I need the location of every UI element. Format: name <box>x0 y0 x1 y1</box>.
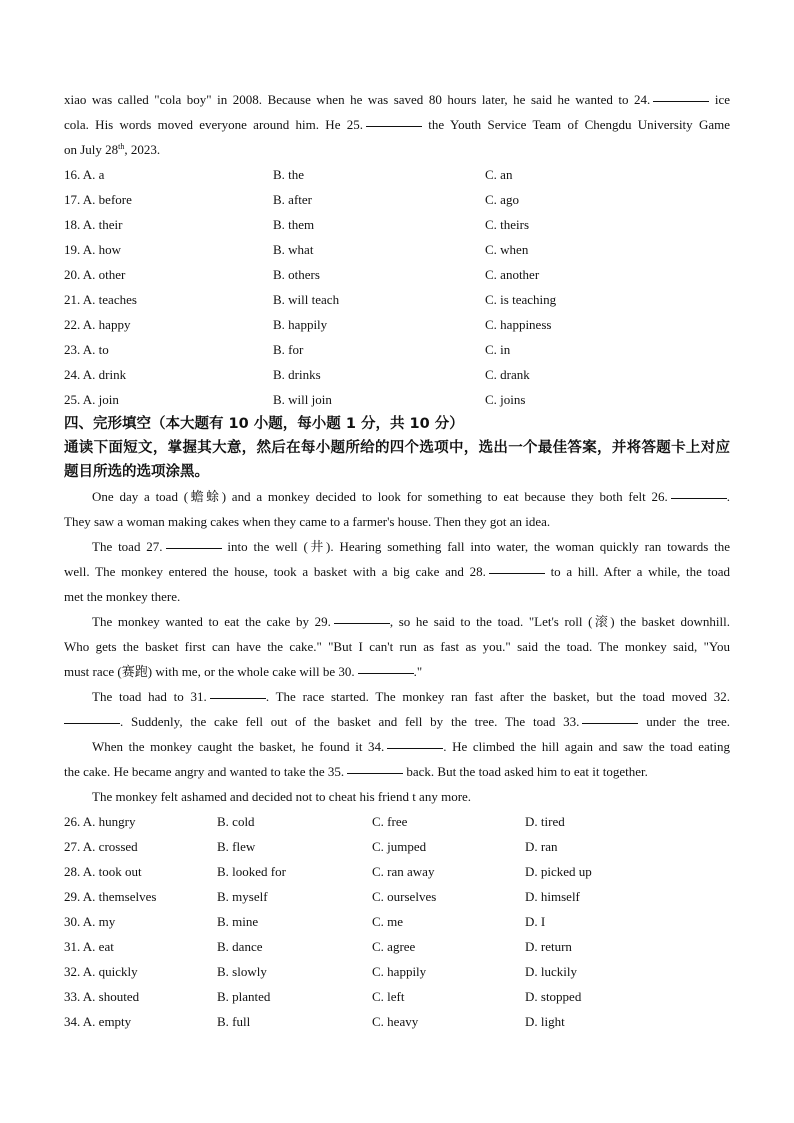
story-line <box>64 784 730 809</box>
answer-blank <box>671 497 727 499</box>
option-a: 22. A. happy <box>64 317 131 332</box>
option-b: B. what <box>273 242 314 257</box>
answer-blank <box>387 747 443 749</box>
option-c: C. joins <box>485 392 526 407</box>
story-text: . Suddenly, the cake fell out of the basket and fell by the tree. The toad 33. <box>120 714 580 729</box>
option-d: D. light <box>525 1014 565 1029</box>
ordinal-suffix: th <box>118 142 125 151</box>
option-b: B. happily <box>273 317 328 332</box>
exam-page <box>64 87 730 1034</box>
option-row <box>64 984 730 1009</box>
section-heading: 四、完形填空（本大题有 10 小题，每小题 1 分，共 10 分） <box>64 416 464 432</box>
passage-text: xiao was called "cola boy" in 2008. Because when he was saved 80 hours later, he said he wanted to 24. <box>64 92 651 107</box>
answer-blank <box>347 772 403 774</box>
option-a: 18. A. their <box>64 217 123 232</box>
option-b: B. mine <box>217 914 259 929</box>
option-a: 23. A. to <box>64 342 109 357</box>
option-c: C. ago <box>485 192 519 207</box>
option-b: B. full <box>217 1014 251 1029</box>
option-c: C. theirs <box>485 217 530 232</box>
story-line <box>64 709 730 734</box>
option-c: C. agree <box>372 939 416 954</box>
answer-blank <box>366 125 422 127</box>
option-a: 28. A. took out <box>64 864 142 879</box>
story-text: met the monkey there. <box>64 589 181 604</box>
story-line <box>64 609 730 634</box>
option-b: B. them <box>273 217 315 232</box>
answer-blank <box>64 722 120 724</box>
story-text: under the tree. <box>646 714 730 729</box>
option-a: 26. A. hungry <box>64 814 136 829</box>
option-c: C. in <box>485 342 511 357</box>
option-a: 30. A. my <box>64 914 116 929</box>
section-instruction: 通读下面短文，掌握其大意，然后在每小题所给的四个选项中，选出一个最佳答案，并将答题卡上对应题目所选的选项涂黑。 <box>64 440 730 480</box>
option-row <box>64 262 730 287</box>
options-16-25 <box>64 162 730 412</box>
option-b: B. after <box>273 192 312 207</box>
option-c: C. happily <box>372 964 427 979</box>
option-b: B. will join <box>273 392 332 407</box>
story-text: The monkey wanted to eat the cake by 29. <box>92 614 331 629</box>
option-c: C. drank <box>485 367 530 382</box>
story-text: Who gets the basket first can have the cake." "But I can't run as fast as you." said the toad. The monkey said, "You <box>64 639 730 654</box>
option-d: D. I <box>525 914 546 929</box>
option-row <box>64 337 730 362</box>
option-d: D. himself <box>525 889 580 904</box>
option-a: 17. A. before <box>64 192 132 207</box>
story-text: . He climbed the hill again and saw the toad eating <box>443 739 730 754</box>
story-text: ." <box>413 664 423 679</box>
option-row <box>64 909 730 934</box>
option-a: 16. A. a <box>64 167 105 182</box>
story-line <box>64 634 730 659</box>
answer-blank <box>210 697 266 699</box>
option-row <box>64 212 730 237</box>
story-line <box>64 534 730 559</box>
story-line <box>64 684 730 709</box>
story-text: They saw a woman making cakes when they came to a farmer's house. Then they got an idea. <box>64 514 551 529</box>
story-text: back. But the toad asked him to eat it together. <box>406 764 648 779</box>
option-a: 32. A. quickly <box>64 964 138 979</box>
option-b: B. for <box>273 342 304 357</box>
option-c: C. free <box>372 814 408 829</box>
option-b: B. looked for <box>217 864 286 879</box>
option-b: B. others <box>273 267 320 282</box>
story-line <box>64 584 730 609</box>
option-a: 19. A. how <box>64 242 122 257</box>
option-row <box>64 287 730 312</box>
answer-blank <box>358 672 414 674</box>
story-line <box>64 509 730 534</box>
option-row <box>64 162 730 187</box>
option-row <box>64 834 730 859</box>
option-a: 29. A. themselves <box>64 889 157 904</box>
option-row <box>64 859 730 884</box>
option-row <box>64 362 730 387</box>
option-c: C. an <box>485 167 513 182</box>
story-text: One day a toad (蟾蜍) and a monkey decided to look for something to eat because they both felt 26. <box>92 489 668 504</box>
answer-blank <box>489 572 545 574</box>
option-d: D. ran <box>525 839 558 854</box>
option-d: D. luckily <box>525 964 577 979</box>
story-text: The toad 27. <box>92 539 163 554</box>
option-b: B. drinks <box>273 367 321 382</box>
passage-line <box>64 112 730 137</box>
passage-text: , 2023. <box>124 142 161 157</box>
passage-line <box>64 87 730 112</box>
option-d: D. return <box>525 939 572 954</box>
passage-text: cola. His words moved everyone around him. He 25. <box>64 117 363 132</box>
option-b: B. the <box>273 167 305 182</box>
option-c: C. when <box>485 242 529 257</box>
passage-text: the Youth Service Team of Chengdu University Game <box>428 117 730 132</box>
story-text: must race (赛跑) with me, or the whole cake will be 30. <box>64 664 355 679</box>
option-a: 31. A. eat <box>64 939 114 954</box>
story-text: . <box>726 489 730 504</box>
options-26-34 <box>64 809 730 1034</box>
option-row <box>64 237 730 262</box>
option-a: 34. A. empty <box>64 1014 132 1029</box>
option-d: D. tired <box>525 814 565 829</box>
option-b: B. flew <box>217 839 256 854</box>
story-text: into the well (井). Hearing something fall into water, the woman quickly ran towards the <box>227 539 730 554</box>
option-row <box>64 187 730 212</box>
answer-blank <box>653 100 709 102</box>
story-text: When the monkey caught the basket, he found it 34. <box>92 739 385 754</box>
story-text: The monkey felt ashamed and decided not to cheat his friend t any more. <box>92 789 472 804</box>
option-a: 27. A. crossed <box>64 839 138 854</box>
option-a: 24. A. drink <box>64 367 127 382</box>
option-row <box>64 312 730 337</box>
option-d: D. stopped <box>525 989 582 1004</box>
option-c: C. left <box>372 989 405 1004</box>
option-c: C. me <box>372 914 404 929</box>
option-c: C. is teaching <box>485 292 557 307</box>
passage-text: ice <box>714 92 730 107</box>
story-line <box>64 759 730 784</box>
option-b: B. myself <box>217 889 268 904</box>
option-a: 33. A. shouted <box>64 989 140 1004</box>
option-a: 21. A. teaches <box>64 292 137 307</box>
passage-line <box>64 137 730 162</box>
option-c: C. happiness <box>485 317 552 332</box>
story-line <box>64 659 730 684</box>
passage-text: on July 28 <box>64 142 119 157</box>
story-line <box>64 734 730 759</box>
option-row <box>64 959 730 984</box>
option-a: 25. A. join <box>64 392 119 407</box>
option-d: D. picked up <box>525 864 592 879</box>
answer-blank <box>166 547 222 549</box>
story-text: to a hill. After a while, the toad <box>550 564 730 579</box>
story-text: The toad had to 31. <box>92 689 207 704</box>
option-row <box>64 1009 730 1034</box>
option-c: C. jumped <box>372 839 427 854</box>
option-c: C. another <box>485 267 540 282</box>
answer-blank <box>582 722 638 724</box>
story-line <box>64 559 730 584</box>
story-text: well. The monkey entered the house, took a basket with a big cake and 28. <box>64 564 486 579</box>
option-c: C. ourselves <box>372 889 437 904</box>
option-b: B. planted <box>217 989 271 1004</box>
option-a: 20. A. other <box>64 267 126 282</box>
option-b: B. dance <box>217 939 263 954</box>
story-text: , so he said to the toad. "Let's roll (滚) the basket downhill. <box>389 614 730 629</box>
option-row <box>64 387 730 412</box>
answer-blank <box>334 622 390 624</box>
option-c: C. ran away <box>372 864 435 879</box>
option-row <box>64 809 730 834</box>
story-text: the cake. He became angry and wanted to take the 35. <box>64 764 345 779</box>
option-row <box>64 884 730 909</box>
story-text: . The race started. The monkey ran fast after the basket, but the toad moved 32. <box>265 689 730 704</box>
story-line <box>64 484 730 509</box>
option-b: B. slowly <box>217 964 267 979</box>
option-c: C. heavy <box>372 1014 419 1029</box>
option-b: B. will teach <box>273 292 340 307</box>
option-row <box>64 934 730 959</box>
option-b: B. cold <box>217 814 255 829</box>
